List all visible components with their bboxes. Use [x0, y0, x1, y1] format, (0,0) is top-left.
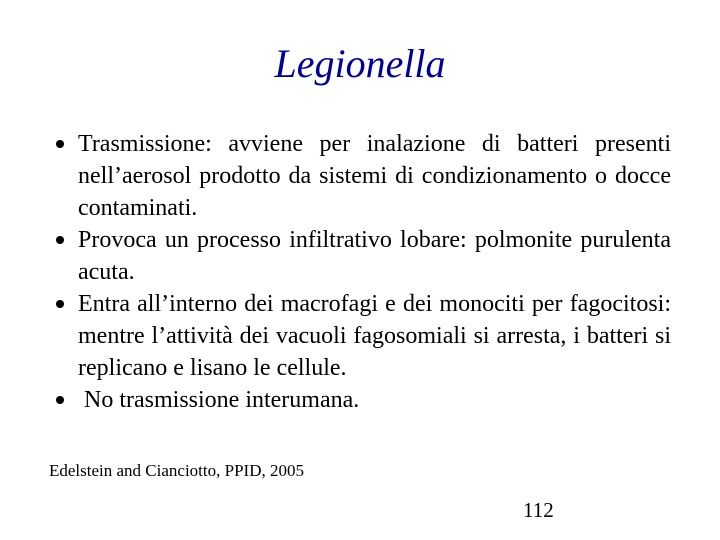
bullet-dot-icon	[56, 140, 64, 148]
bullet-text: Entra all’interno dei macrofagi e dei monociti per fagocitosi: mentre l’attività dei vacuoli fagosomiali si arresta, i batteri si replicano e lisano le cellule.	[78, 291, 671, 381]
page-number: 112	[523, 498, 554, 522]
bullet-item	[56, 288, 671, 384]
bullet-dot-icon	[56, 396, 64, 404]
bullet-text: No trasmissione interumana.	[78, 387, 360, 413]
bullet-text: Provoca un processo infiltrativo lobare: polmonite purulenta acuta.	[78, 227, 671, 285]
bullet-list	[56, 128, 671, 416]
bullet-item	[56, 128, 671, 224]
bullet-item	[56, 384, 671, 416]
slide-title: Legionella	[274, 41, 446, 86]
bullet-dot-icon	[56, 300, 64, 308]
bullet-text: Trasmissione: avviene per inalazione di batteri presenti nell’aerosol prodotto da sistemi di condizionamento o docce contaminati.	[78, 131, 671, 221]
bullet-dot-icon	[56, 236, 64, 244]
citation: Edelstein and Cianciotto, PPID, 2005	[49, 461, 304, 480]
bullet-item	[56, 224, 671, 288]
